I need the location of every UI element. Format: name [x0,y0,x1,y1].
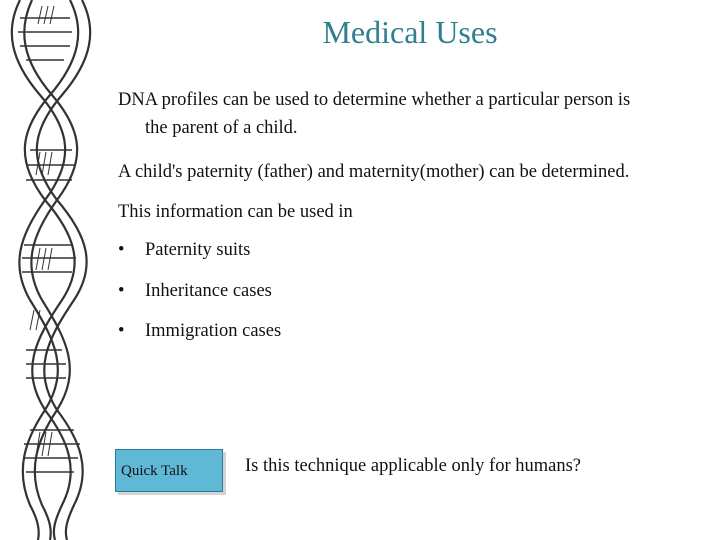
list-item-label: Paternity suits [145,240,251,260]
dna-helix-illustration [0,0,100,540]
paragraph-information [118,198,693,226]
list-item [118,321,281,342]
paragraph-dna-profiles [118,86,693,142]
paragraph-line: This information can be used in [118,202,353,222]
paragraph-line: DNA profiles can be used to determine whether a particular person is [118,90,631,110]
list-item [118,240,250,261]
helix-strand-left [12,0,65,540]
slide-title: Medical Uses [322,14,498,50]
quick-talk-question: Is this technique applicable only for humans? [245,456,581,476]
paragraph-line: the parent of a child. [145,118,298,138]
list-item [118,281,272,302]
bullet-icon: • [118,240,125,260]
list-item-label: Immigration cases [145,321,282,341]
quick-talk-box: Quick Talk [115,449,223,492]
bullet-icon: • [118,281,125,301]
helix-hatching [30,6,54,456]
paragraph-paternity [118,158,693,186]
list-item-label: Inheritance cases [145,281,272,301]
paragraph-line: A child's paternity (father) and maternity(mother) can be determined. [118,162,630,182]
bullet-icon: • [118,321,125,341]
helix-strand-right-inner [37,0,90,540]
